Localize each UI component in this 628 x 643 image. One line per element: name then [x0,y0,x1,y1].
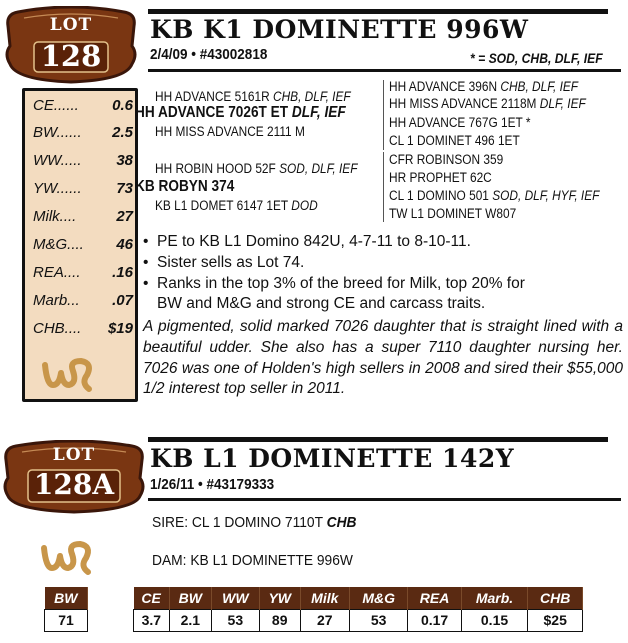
table-cell: 3.7 [134,609,170,631]
table-cell: $25 [528,609,583,631]
header-rule-top [148,9,608,14]
table-cell: 27 [300,609,349,631]
lot-badge-128a [2,440,146,514]
header-rule-bottom [148,498,621,501]
dam-line: DAM: KB L1 DOMINETTE 996W [152,552,353,569]
lot-label: LOT [49,15,93,35]
pedigree-sire-dam: HH MISS ADVANCE 2111 M [155,124,305,139]
pedigree-dam-dam: KB L1 DOMET 6147 1ET DOD [155,198,318,213]
table-cell: 71 [45,609,88,631]
table-cell: 0.17 [408,609,461,631]
table-header: Marb. [461,587,528,609]
lot-label: LOT [52,445,96,465]
table-cell: 53 [349,609,408,631]
animal-name: KB K1 DOMINETTE 996W [150,15,529,44]
pedigree-sire-sire: HH ADVANCE 5161R CHB, DLF, IEF [155,89,351,104]
header-rule-bottom [148,69,621,72]
table-header: WW [211,587,259,609]
epd-panel: CE...... 0.6 BW...... 2.5 WW..... 38 YW...... 73 Milk.... 27 M&G.... 46 REA.... .16 Marb... .07 CHB.... $19 [22,88,138,402]
birth-registration: 1/26/11 • #43179333 [150,476,275,493]
table-header: CHB [528,587,583,609]
epd-table [133,587,583,632]
pedigree-g6: HR PROPHET 62C [389,170,492,185]
pedigree-g3: HH ADVANCE 767G 1ET * [389,115,531,130]
pedigree-dam-sire: HH ROBIN HOOD 52F SOD, DLF, IEF [155,161,358,176]
pedigree-g8: TW L1 DOMINET W807 [389,206,517,221]
brand-icon [39,353,99,395]
sire-line: SIRE: CL 1 DOMINO 7110T CHB [152,514,357,531]
lot-number: 128A [33,468,115,501]
pedigree-g4: CL 1 DOMINET 496 1ET [389,133,520,148]
table-header: BW [45,587,88,609]
trait-legend: * = SOD, CHB, DLF, IEF [470,51,603,66]
animal-name: KB L1 DOMINETTE 142Y [150,444,515,473]
pedigree-g1: HH ADVANCE 396N CHB, DLF, IEF [389,79,579,94]
birth-registration: 2/4/09 • #43002818 [150,46,268,63]
table-header: Milk [300,587,349,609]
description: A pigmented, solid marked 7026 daughter that is straight lined with a beautiful udder. She also has a super 7110 daughter nursing her. 7026 was one of Holden's high sellers in 2008 and sired their $55,000 1/2 interest top seller in 2011. [143,318,623,398]
table-cell: 89 [259,609,300,631]
pedigree-divider [383,152,384,222]
pedigree-dam: KB ROBYN 374 [135,178,235,195]
pedigree-g7: CL 1 DOMINO 501 SOD, DLF, HYF, IEF [389,188,600,203]
table-header: CE [134,587,170,609]
table-header: REA [408,587,461,609]
table-cell: 0.15 [461,609,528,631]
table-header: YW [259,587,300,609]
pedigree-g5: CFR ROBINSON 359 [389,152,504,167]
table-cell: 2.1 [169,609,211,631]
bw-table [44,587,88,632]
lot-badge-128 [4,6,138,84]
table-cell: 53 [211,609,259,631]
pedigree-sire: HH ADVANCE 7026T ET DLF, IEF [135,104,346,121]
table-header: M&G [349,587,408,609]
pedigree-divider [383,80,384,150]
pedigree-g2: HH MISS ADVANCE 2118M DLF, IEF [389,96,586,111]
brand-icon [38,536,98,578]
header-rule-top [148,437,608,442]
lot-number: 128 [40,39,102,73]
table-header: BW [169,587,211,609]
